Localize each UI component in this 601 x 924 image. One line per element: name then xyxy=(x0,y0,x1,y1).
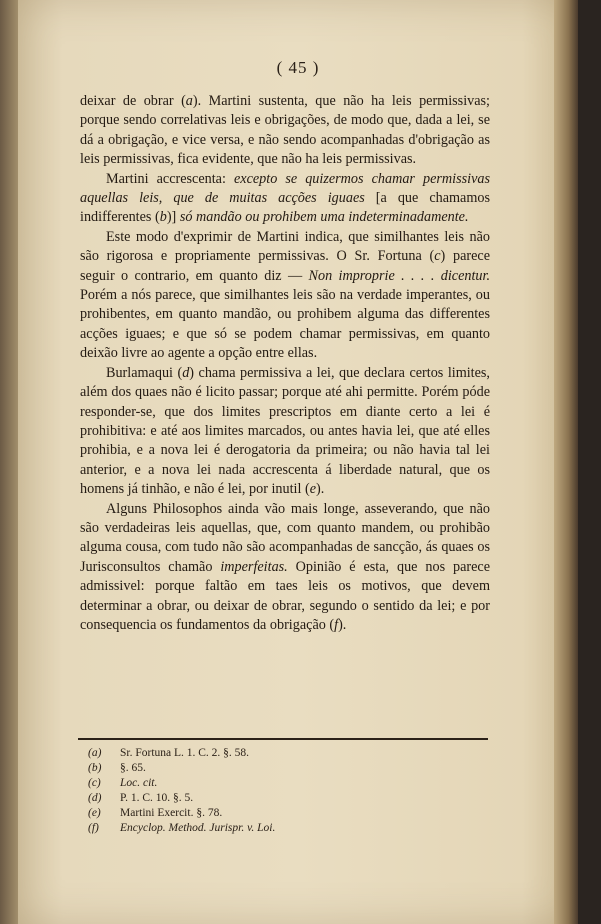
text-segment: ). xyxy=(338,616,347,633)
text-segment: d xyxy=(182,364,190,381)
text-segment: ) parece seguir o contrario, em quanto diz — xyxy=(80,248,490,284)
text-segment: [a que chamamos indifferentes ( xyxy=(80,190,490,226)
text-segment: e xyxy=(309,481,317,498)
footnote-text: Encyclop. Method. Jurispr. v. Loi. xyxy=(120,822,276,834)
text-segment: deixar de obrar ( xyxy=(80,93,186,109)
text-segment: Martini accrescenta: xyxy=(106,170,234,187)
footnote-mark: (f) xyxy=(88,822,99,834)
page-edge xyxy=(554,0,578,924)
paragraph xyxy=(80,92,490,170)
text-segment: )] xyxy=(166,209,180,226)
footnotes xyxy=(88,746,468,836)
text-segment: Porém a nós parece, que similhantes leis são na verdade imperantes, ou prohibentes, em quanto mandão, ou prohibem alguma das differentes acções iguaes; e que só se podem chamar permissivas, em quanto deixão livre ao agente a opção entre ellas. xyxy=(80,287,490,362)
text-segment: b xyxy=(159,209,167,226)
text-segment: a xyxy=(185,93,193,109)
text-segment: Burlamaqui ( xyxy=(106,364,183,381)
footnote-text: §. 65. xyxy=(120,762,146,774)
text-segment: Alguns Philosophos ainda vão mais longe, asseverando, que não são verdadeiras leis aquellas, que, com quanto mandem, ou prohibão alguma cousa, com tudo não são acompanhadas de sancção, ás quaes os Jurisconsultos chamão xyxy=(80,500,490,575)
paragraph xyxy=(80,500,490,636)
paragraph xyxy=(80,228,490,364)
footnote-text: P. 1. C. 10. §. 5. xyxy=(120,792,194,804)
footnote-mark: (c) xyxy=(88,777,101,789)
book-gutter xyxy=(0,0,20,924)
footnote xyxy=(88,821,468,836)
text-segment: f xyxy=(334,616,339,633)
footnote-mark: (b) xyxy=(88,762,102,774)
text-segment: c xyxy=(434,248,441,265)
text-segment: excepto se quizermos chamar permissivas aquellas leis, que de muitas acções iguaes xyxy=(80,170,490,207)
text-segment: imperfeitas. xyxy=(220,558,288,575)
footnote xyxy=(88,761,468,776)
footnote xyxy=(88,746,468,761)
footnote xyxy=(88,791,468,806)
footnote-text: Loc. cit. xyxy=(120,777,158,789)
footnote-text: Martini Exercit. §. 78. xyxy=(120,807,223,819)
footnote xyxy=(88,776,468,791)
footnote-mark: (e) xyxy=(88,807,101,819)
paragraph xyxy=(80,364,490,500)
text-segment: ). xyxy=(316,481,325,498)
book-page xyxy=(18,0,578,924)
footnote-text: Sr. Fortuna L. 1. C. 2. §. 58. xyxy=(120,747,250,759)
footnote-mark: (d) xyxy=(88,792,102,804)
text-segment: ). Martini sustenta, que não ha leis permissivas; porque sendo correlativas leis e obrigações, de modo que, dada a lei, se dá a obrigação, e vice versa, e não sendo acompanhadas d'obrigação as leis permissivas, fica evidente, que não ha leis permissivas. xyxy=(80,93,490,168)
footnote-rule xyxy=(78,738,488,740)
text-segment: Este modo d'exprimir de Martini indica, que similhantes leis não são rigorosa e propriamente permissivas. O Sr. Fortuna ( xyxy=(80,228,490,265)
footnote-mark: (a) xyxy=(88,747,102,759)
page-number: ( 45 ) xyxy=(276,58,320,77)
text-segment: Non improprie . . . . dicentur. xyxy=(308,267,490,284)
text-segment: Opinião é esta, que nos parece admissivel: porque faltão em taes leis os motivos, que devem determinar a obrar, ou deixar de obrar, segundo o sentido da lei; e por consequencia os fundamentos da obrigação ( xyxy=(80,558,491,633)
footnote xyxy=(88,806,468,821)
text-segment: só mandão ou prohibem uma indeterminadamente. xyxy=(179,209,469,226)
body-text xyxy=(80,92,490,635)
paragraph xyxy=(80,170,490,228)
text-segment: ) chama permissiva a lei, que declara certos limites, além dos quaes não é licito passar; porque até ahi permitte. Porém póde responder-se, que dos limites prescriptos em diante certo a lei é prohibitiva: e até aos limites marcados, ou antes havia lei, que até elles prohibia, e a nova lei é derogatoria da primeira; ou não havia tal lei anterior, e a nova lei nada accrescenta á liberdade natural, que os homens já tinhão, e não é lei, por inutil ( xyxy=(80,364,490,498)
